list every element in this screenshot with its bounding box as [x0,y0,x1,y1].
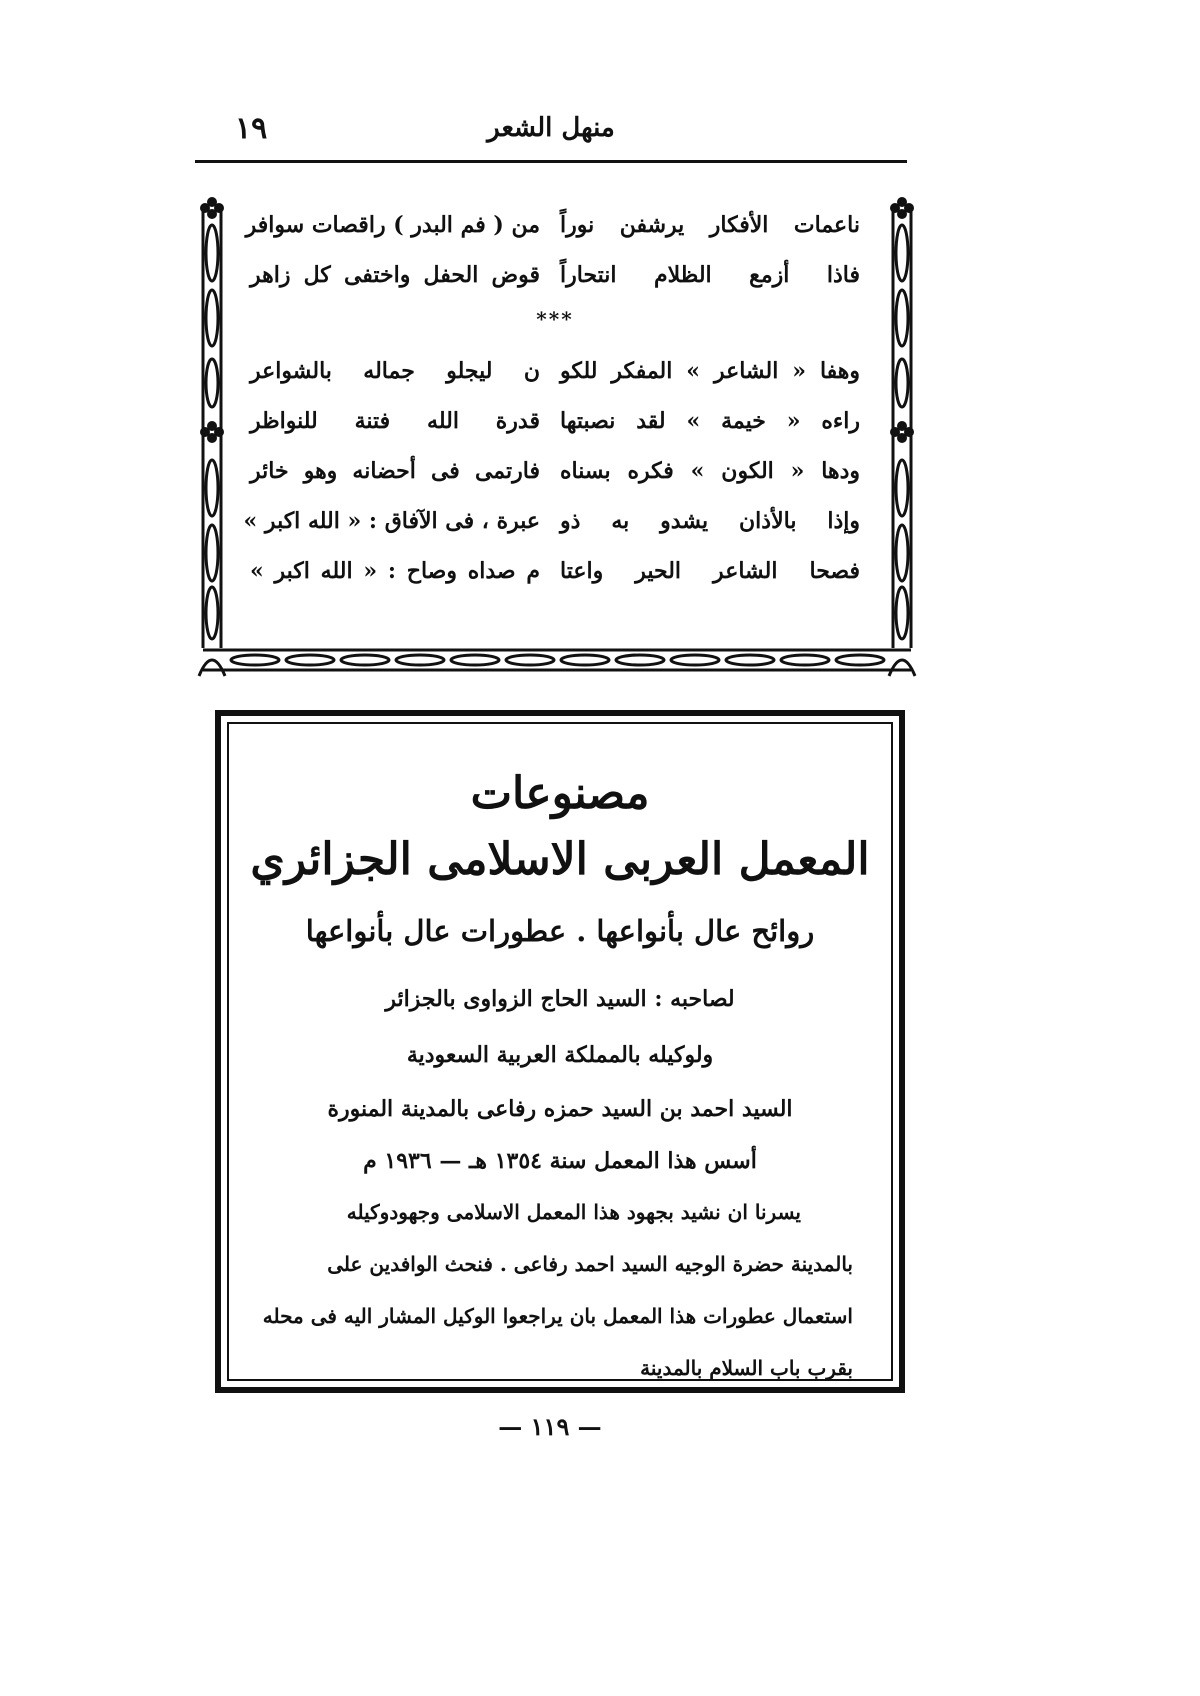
page-number-top: ١٩ [235,111,268,146]
poem-frame [195,188,920,678]
second-hemistich: من ( فم البدر ) راقصات سوافر [245,212,540,238]
first-hemistich: فاذا أزمع الظلام انتحاراً [560,262,860,288]
paragraph-line: بقرب باب السلام بالمدينة [640,1356,853,1380]
second-hemistich: قوض الحفل واختفى كل زاهر [250,262,540,288]
first-hemistich: ناعمات الأفكار يرشفن نوراً [560,212,860,238]
page-number-bottom: — ١١٩ — [498,1412,602,1441]
bottom-border-ornament [199,650,915,676]
verse-line [250,546,860,596]
verse-line [243,496,860,546]
first-hemistich: فصحا الشاعر الحير واعتا [560,558,860,584]
ad-company-name: المعمل العربى الاسلامى الجزائري [250,834,870,885]
first-hemistich: راءه « خيمة » لقد نصبتها [560,408,860,434]
first-hemistich: وإذا بالأذان يشدو به ذو [560,508,860,534]
verse-line [250,250,860,300]
verse-line [245,200,860,250]
second-hemistich: ن ليجلو جماله بالشواعر [250,358,540,384]
ad-heading: مصنوعات [470,768,650,819]
paragraph-line: بالمدينة حضرة الوجيه السيد احمد رفاعى . فنحث الوافدين على [327,1252,853,1276]
ad-owner: لصاحبه : السيد الحاج الزواوى بالجزائر [385,986,735,1012]
ad-products: روائح عال بأنواعها . عطورات عال بأنواعها [305,914,815,948]
stanza-separator: *** [536,307,574,331]
advertisement-content [229,724,891,1379]
second-hemistich: فارتمى فى أحضانه وهو خائر [250,458,540,484]
paragraph-line: يسرنا ان نشيد بجهود هذا المعمل الاسلامى وجهودوكيله [346,1200,801,1224]
poem-text [243,200,860,596]
ad-agent-name: السيد احمد بن السيد حمزه رفاعى بالمدينة المنورة [327,1096,793,1122]
advertisement-inner-border [227,722,893,1381]
first-hemistich: ودها « الكون » فكره بسناه [560,458,860,484]
running-header [195,105,907,155]
paragraph-line: استعمال عطورات هذا المعمل بان يراجعوا الوكيل المشار اليه فى محله [262,1304,853,1328]
second-hemistich: م صداه وصاح : « الله اكبر » [250,558,540,584]
verse-line [250,446,860,496]
ad-paragraph [262,1186,853,1394]
first-hemistich: وهفا « الشاعر » المفكر للكو [560,358,860,384]
book-title: منهل الشعر [487,113,615,143]
verse-line [250,346,860,396]
advertisement-box [215,710,905,1393]
header-rule [195,160,907,163]
ad-agent: ولوكيله بالمملكة العربية السعودية [406,1042,714,1068]
verse-line [250,396,860,446]
ad-founded-date: أسس هذا المعمل سنة ١٣٥٤ هـ — ١٩٣٦ م [363,1148,757,1174]
second-hemistich: قدرة الله فتنة للنواظر [250,408,540,434]
second-hemistich: عبرة ، فى الآفاق : « الله اكبر » [243,508,540,534]
